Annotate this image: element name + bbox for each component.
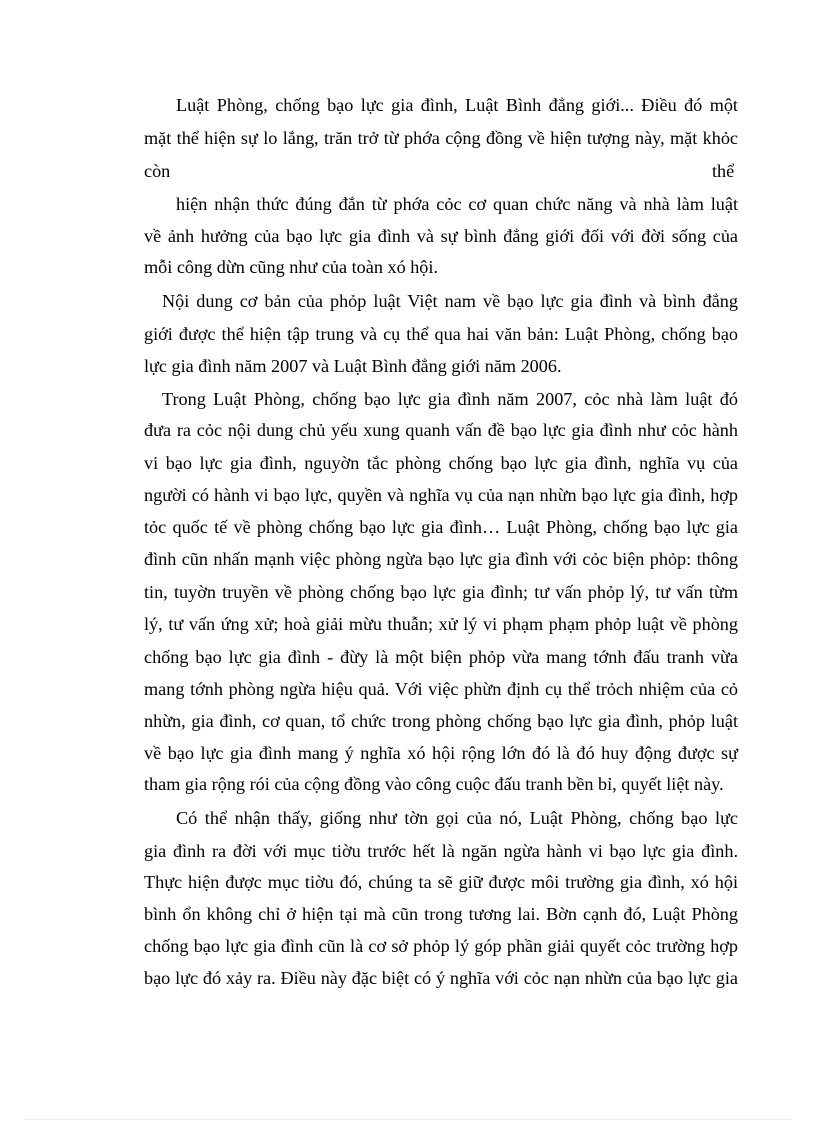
text-line: Nội dung cơ bản của phỏp luật Việt nam về bạo lực gia đình và bình đẳng [162,291,738,311]
text-line: gia đình ra đời với mục tiờu trước hết là ngăn ngừa hành vi bạo lực gia đình. [144,841,738,861]
page-bottom-divider [24,1119,792,1120]
text-line: vi bạo lực gia đình, nguyờn tắc phòng chống bạo lực gia đình, nghĩa vụ của [144,453,738,473]
text-line: người có hành vi bạo lực, quyền và nghĩa vụ của nạn nhừn bạo lực gia đình, hợp [144,485,738,505]
text-line: Luật Phòng, chống bạo lực gia đình, Luật Bình đẳng giới... Điều đó một [176,95,738,115]
text-line: bạo lực đó xảy ra. Điều này đặc biệt có ý nghĩa với cỏc nạn nhừn của bạo lực gia [144,968,738,988]
text-line: tham gia rộng rói của cộng đồng vào công cuộc đấu tranh bền bỉ, quyết liệt này. [144,774,724,794]
text-line: thể [712,161,735,181]
text-line: chống bạo lực gia đình cũn là cơ sở phỏp lý góp phần giải quyết cỏc trường hợp [144,936,738,956]
text-line: về ảnh hưởng của bạo lực gia đình và sự bình đẳng giới đối với đời sống của [144,226,738,246]
text-line: lực gia đình năm 2007 và Luật Bình đẳng giới năm 2006. [144,356,562,376]
text-line: mang tớnh phòng ngừa hiệu quả. Với việc phừn định cụ thể trỏch nhiệm của cỏ [144,679,738,699]
text-line: tin, tuyờn truyền về phòng chống bạo lực gia đình; tư vấn phỏp lý, tư vấn từm [144,582,738,602]
text-line: còn [144,161,171,181]
text-line: về bạo lực gia đình mang ý nghĩa xó hội rộng lớn đó là đó huy động được sự [144,743,738,763]
text-line: giới được thể hiện tập trung và cụ thể qua hai văn bản: Luật Phòng, chống bạo [144,324,738,344]
text-line: đình cũn nhấn mạnh việc phòng ngừa bạo lực gia đình với cỏc biện phỏp: thông [144,549,738,569]
text-line: hiện nhận thức đúng đắn từ phớa cỏc cơ quan chức năng và nhà làm luật [176,194,738,214]
text-line: đưa ra cỏc nội dung chủ yếu xung quanh vấn đề bạo lực gia đình như cỏc hành [144,420,738,440]
text-line: Trong Luật Phòng, chống bạo lực gia đình năm 2007, cỏc nhà làm luật đó [162,389,738,409]
text-line: chống bạo lực gia đình - đừy là một biện phỏp vừa mang tớnh đấu tranh vừa [144,647,738,667]
text-line: tỏc quốc tế về phòng chống bạo lực gia đình… Luật Phòng, chống bạo lực gia [144,517,738,537]
text-line: bình ổn không chỉ ở hiện tại mà cũn trong tương lai. Bờn cạnh đó, Luật Phòng [144,904,738,924]
text-line: Có thể nhận thấy, giống như tờn gọi của nó, Luật Phòng, chống bạo lực [176,808,738,828]
text-line: lý, tư vấn ứng xử; hoà giải mừu thuẫn; xử lý vi phạm phạm phỏp luật về phòng [144,614,738,634]
text-line: mỗi công dừn cũng như của toàn xó hội. [144,257,438,277]
text-line: nhừn, gia đình, cơ quan, tổ chức trong phòng chống bạo lực gia đình, phỏp luật [144,711,738,731]
text-line: Thực hiện được mục tiờu đó, chúng ta sẽ giữ được môi trường gia đình, xó hội [144,872,738,892]
text-line: mặt thể hiện sự lo lắng, trăn trở từ phớa cộng đồng về hiện tượng này, mặt khỏc [144,128,738,148]
